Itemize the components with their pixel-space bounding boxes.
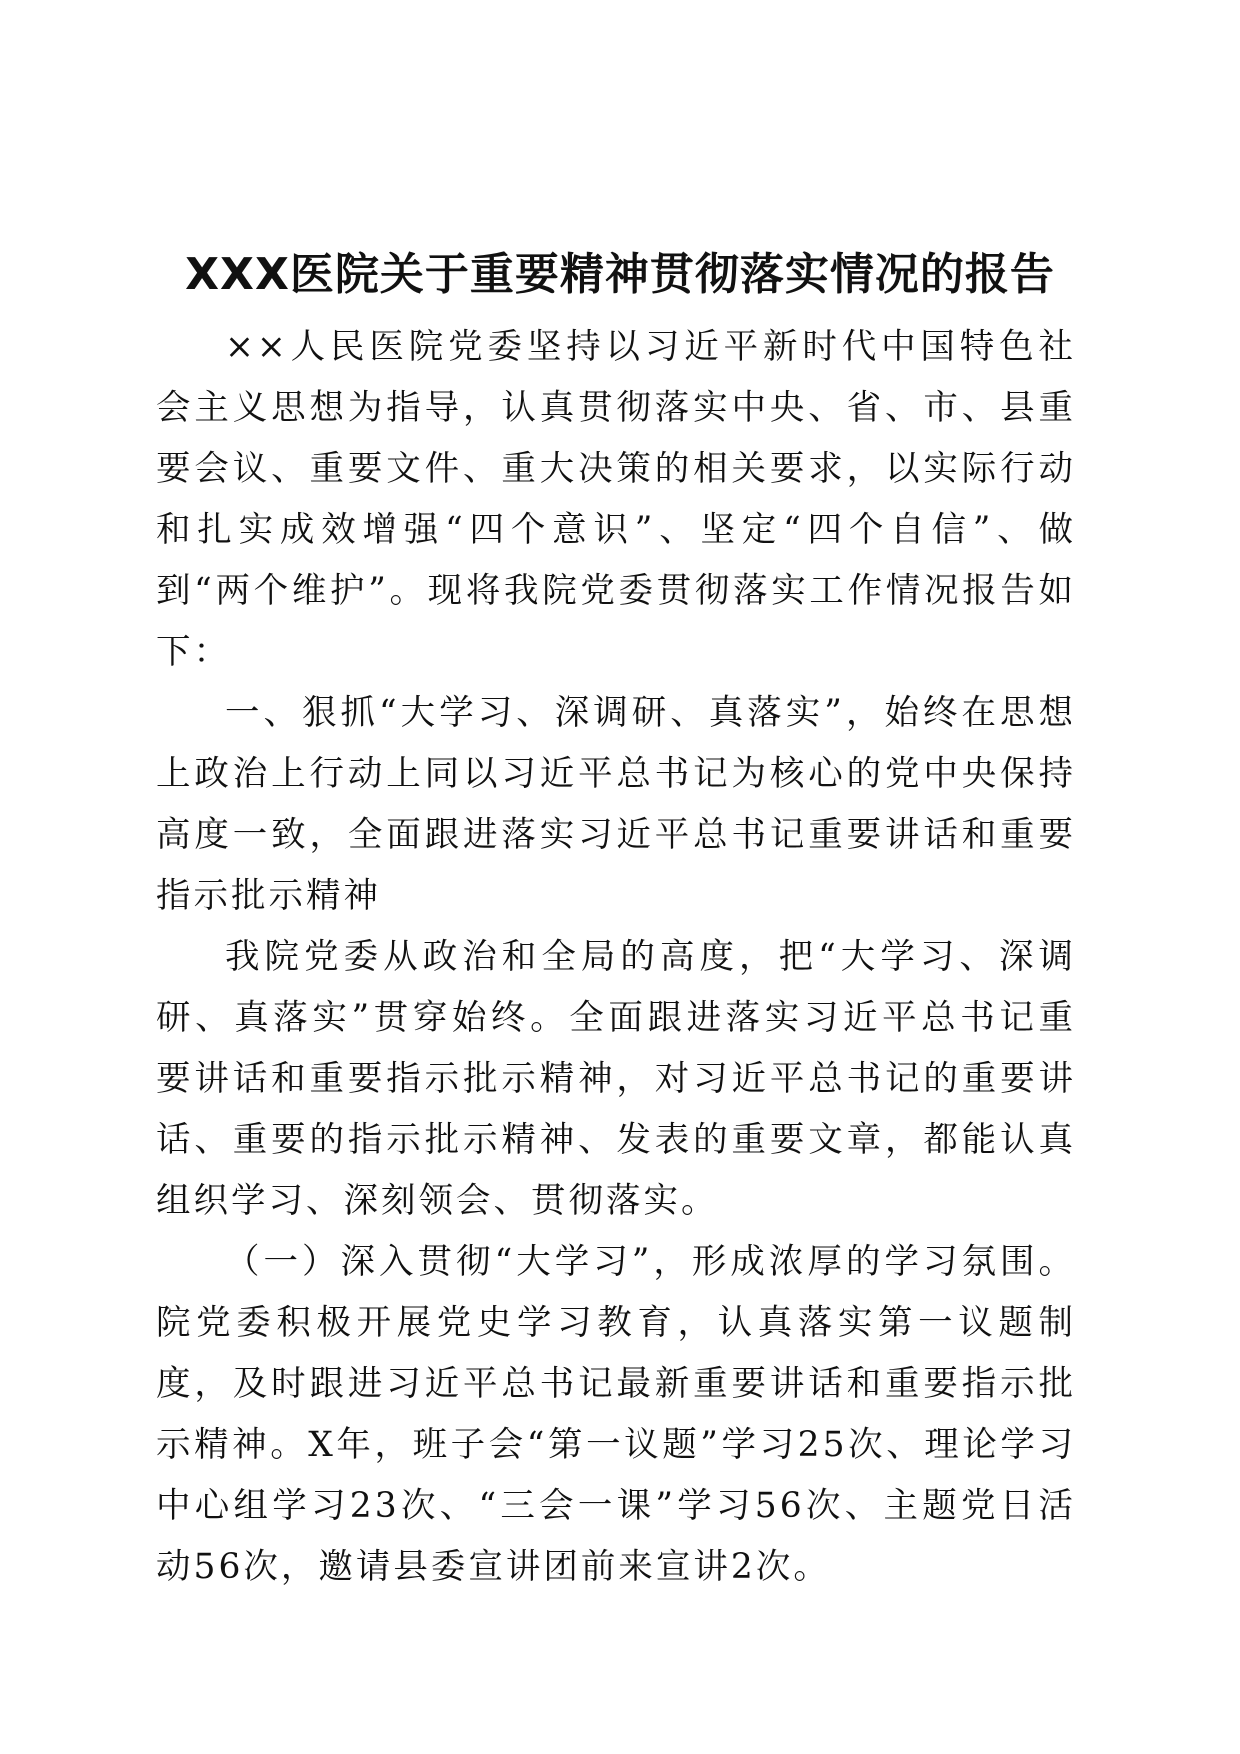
document-body xyxy=(156,317,1076,1598)
paragraph-section-one: 我院党委从政治和全局的高度，把“大学习、深调研、真落实”贯穿始终。全面跟进落实习近平总书记重要讲话和重要指示批示精神，对习近平总书记的重要讲话、重要的指示批示精神、发表的重要文章，都能认真组织学习、深刻领会、贯彻落实。 xyxy=(156,937,1076,1221)
paragraph-intro: ××人民医院党委坚持以习近平新时代中国特色社会主义思想为指导，认真贯彻落实中央、省、市、县重要会议、重要文件、重大决策的相关要求，以实际行动和扎实成效增强“四个意识”、坚定“四个自信”、做到“两个维护”。现将我院党委贯彻落实工作情况报告如下： xyxy=(156,327,1076,672)
subsection-study: （一）深入贯彻“大学习”，形成浓厚的学习氛围。院党委积极开展党史学习教育，认真落实第一议题制度，及时跟进习近平总书记最新重要讲话和重要指示批示精神。X年，班子会“第一议题”学习25次、理论学习中心组学习23次、“三会一课”学习56次、主题党日活动56次，邀请县委宣讲团前来宣讲2次。 xyxy=(156,1242,1076,1587)
section-heading-one: 一、狠抓“大学习、深调研、真落实”，始终在思想上政治上行动上同以习近平总书记为核心的党中央保持高度一致，全面跟进落实习近平总书记重要讲话和重要指示批示精神 xyxy=(156,693,1076,916)
document-title: XXX医院关于重要精神贯彻落实情况的报告 xyxy=(185,249,1055,301)
